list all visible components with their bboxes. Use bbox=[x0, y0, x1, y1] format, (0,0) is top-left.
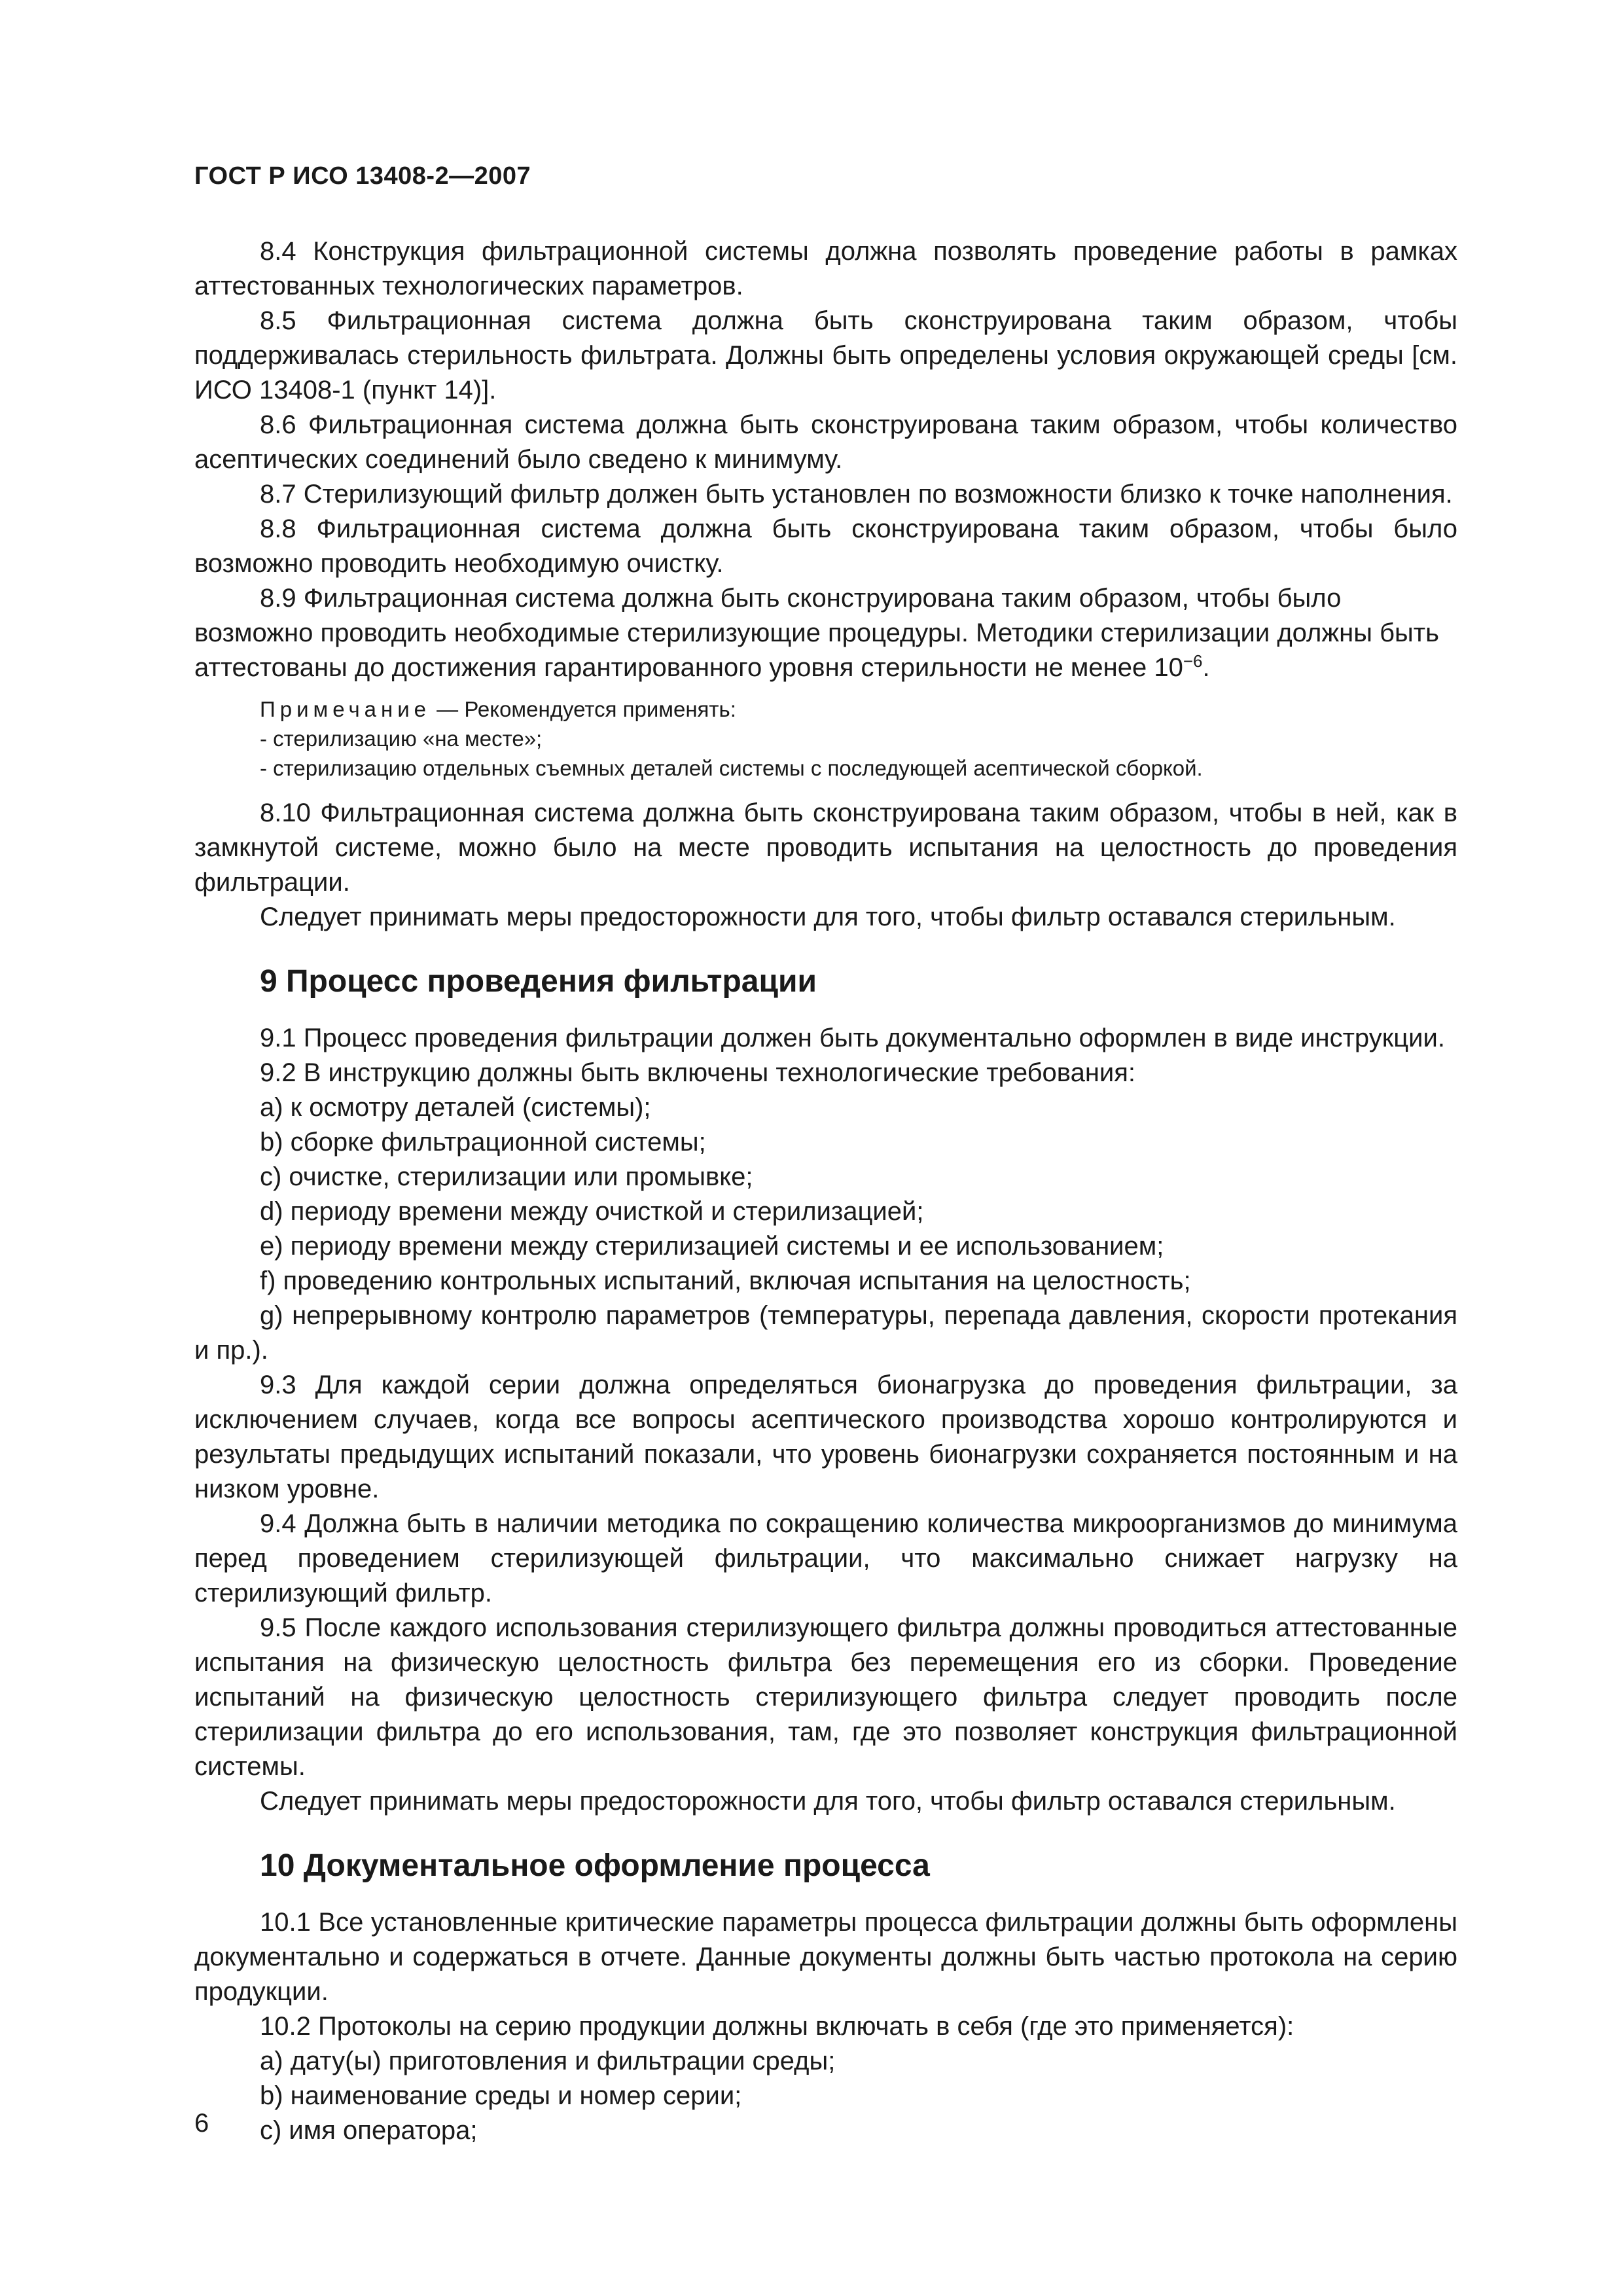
list-item: b) наименование среды и номер серии; bbox=[260, 2081, 742, 2110]
note-item: - стерилизацию «на месте»; bbox=[260, 726, 543, 751]
exponent: −6 bbox=[1183, 651, 1203, 671]
list-item: a) дату(ы) приготовления и фильтрации среды; bbox=[260, 2047, 836, 2075]
list-item: e) периоду времени между стерилизацией системы и ее использованием; bbox=[260, 1232, 1164, 1261]
note-text: — Рекомендуется применять: bbox=[431, 697, 736, 721]
note-label: Примечание bbox=[260, 697, 431, 721]
paragraph-8-9-end: . bbox=[1202, 653, 1210, 682]
paragraph-8-10: 8.10 Фильтрационная система должна быть сконструирована таким образом, чтобы в ней, как в замкнутой системе, можно было на месте проводить испытания на целостность до проведения фильтрации. bbox=[194, 798, 1457, 897]
paragraph-9-4: 9.4 Должна быть в наличии методика по сокращению количества микроорганизмов до минимума перед проведением стерилизующей фильтрации, что максимально снижает нагрузку на стерилизующий фильтр. bbox=[194, 1509, 1457, 1607]
list-item: b) сборке фильтрационной системы; bbox=[260, 1128, 706, 1157]
list-item: f) проведению контрольных испытаний, включая испытания на целостность; bbox=[260, 1266, 1191, 1295]
list-item: d) периоду времени между очисткой и стерилизацией; bbox=[260, 1197, 924, 1226]
section-10-title: 10 Документальное оформление процесса bbox=[260, 1848, 930, 1883]
paragraph-9-5: 9.5 После каждого использования стерилизующего фильтра должны проводиться аттестованные испытания на физическую целостность фильтра без перемещения его из сборки. Проведение испытаний на физическую целостность стерилизующего фильтра следует проводить после стерилизации фильтра до его использования, там, где это позволяет конструкция фильтрационной системы. bbox=[194, 1613, 1457, 1781]
list-item: a) к осмотру деталей (системы); bbox=[260, 1093, 651, 1122]
note-item: - стерилизацию отдельных съемных деталей системы с последующей асептической сборкой. bbox=[260, 756, 1203, 780]
paragraph-9-2: 9.2 В инструкцию должны быть включены технологические требования: bbox=[260, 1058, 1136, 1087]
paragraph-8-6: 8.6 Фильтрационная система должна быть сконструирована таким образом, чтобы количество асептических соединений было сведено к минимуму. bbox=[194, 410, 1457, 474]
document-body bbox=[194, 234, 1457, 2148]
section-9-title: 9 Процесс проведения фильтрации bbox=[260, 964, 817, 999]
list-item: c) очистке, стерилизации или промывке; bbox=[260, 1162, 753, 1191]
note-block bbox=[194, 694, 1457, 783]
note-heading bbox=[260, 694, 1457, 724]
list-item: c) имя оператора; bbox=[260, 2116, 478, 2145]
document-header: ГОСТ Р ИСО 13408-2—2007 bbox=[194, 162, 531, 190]
paragraph-8-5: 8.5 Фильтрационная система должна быть сконструирована таким образом, чтобы поддерживалась стерильность фильтрата. Должны быть определены условия окружающей среды [см. ИСО 13408-1 (пункт 14)]. bbox=[194, 306, 1457, 404]
paragraph-8-7: 8.7 Стерилизующий фильтр должен быть установлен по возможности близко к точке наполнения. bbox=[260, 480, 1453, 509]
paragraph-10-1: 10.1 Все установленные критические параметры процесса фильтрации должны быть оформлены документально и содержаться в отчете. Данные документы должны быть частью протокола на серию продукции. bbox=[194, 1908, 1457, 2006]
paragraph-9-5-b: Следует принимать меры предосторожности для того, чтобы фильтр оставался стерильным. bbox=[260, 1787, 1396, 1816]
paragraph-9-1: 9.1 Процесс проведения фильтрации должен быть документально оформлен в виде инструкции. bbox=[260, 1024, 1445, 1052]
page-number: 6 bbox=[194, 2109, 209, 2138]
paragraph-8-8: 8.8 Фильтрационная система должна быть сконструирована таким образом, чтобы было возможно проводить необходимую очистку. bbox=[194, 514, 1457, 578]
paragraph-8-9-text: 8.9 Фильтрационная система должна быть сконструирована таким образом, чтобы было возможно проводить необходимые стерилизующие процедуры. Методики стерилизации должны быть аттестованы до достижения гарантированного уровня стерильности не менее 10 bbox=[194, 584, 1439, 682]
paragraph-10-2: 10.2 Протоколы на серию продукции должны включать в себя (где это применяется): bbox=[260, 2012, 1294, 2041]
document-page bbox=[194, 0, 1457, 2296]
paragraph-9-3: 9.3 Для каждой серии должна определяться бионагрузка до проведения фильтрации, за исключением случаев, когда все вопросы асептического производства хорошо контролируются и результаты предыдущих испытаний показали, что уровень бионагрузки сохраняется постоянным и на низком уровне. bbox=[194, 1371, 1457, 1503]
paragraph-8-10-b: Следует принимать меры предосторожности для того, чтобы фильтр оставался стерильным. bbox=[260, 903, 1396, 931]
paragraph-8-4: 8.4 Конструкция фильтрационной системы должна позволять проведение работы в рамках аттестованных технологических параметров. bbox=[194, 237, 1457, 300]
list-item: g) непрерывному контролю параметров (температуры, перепада давления, скорости протекания и пр.). bbox=[194, 1301, 1457, 1365]
paragraph-8-9 bbox=[194, 581, 1457, 685]
